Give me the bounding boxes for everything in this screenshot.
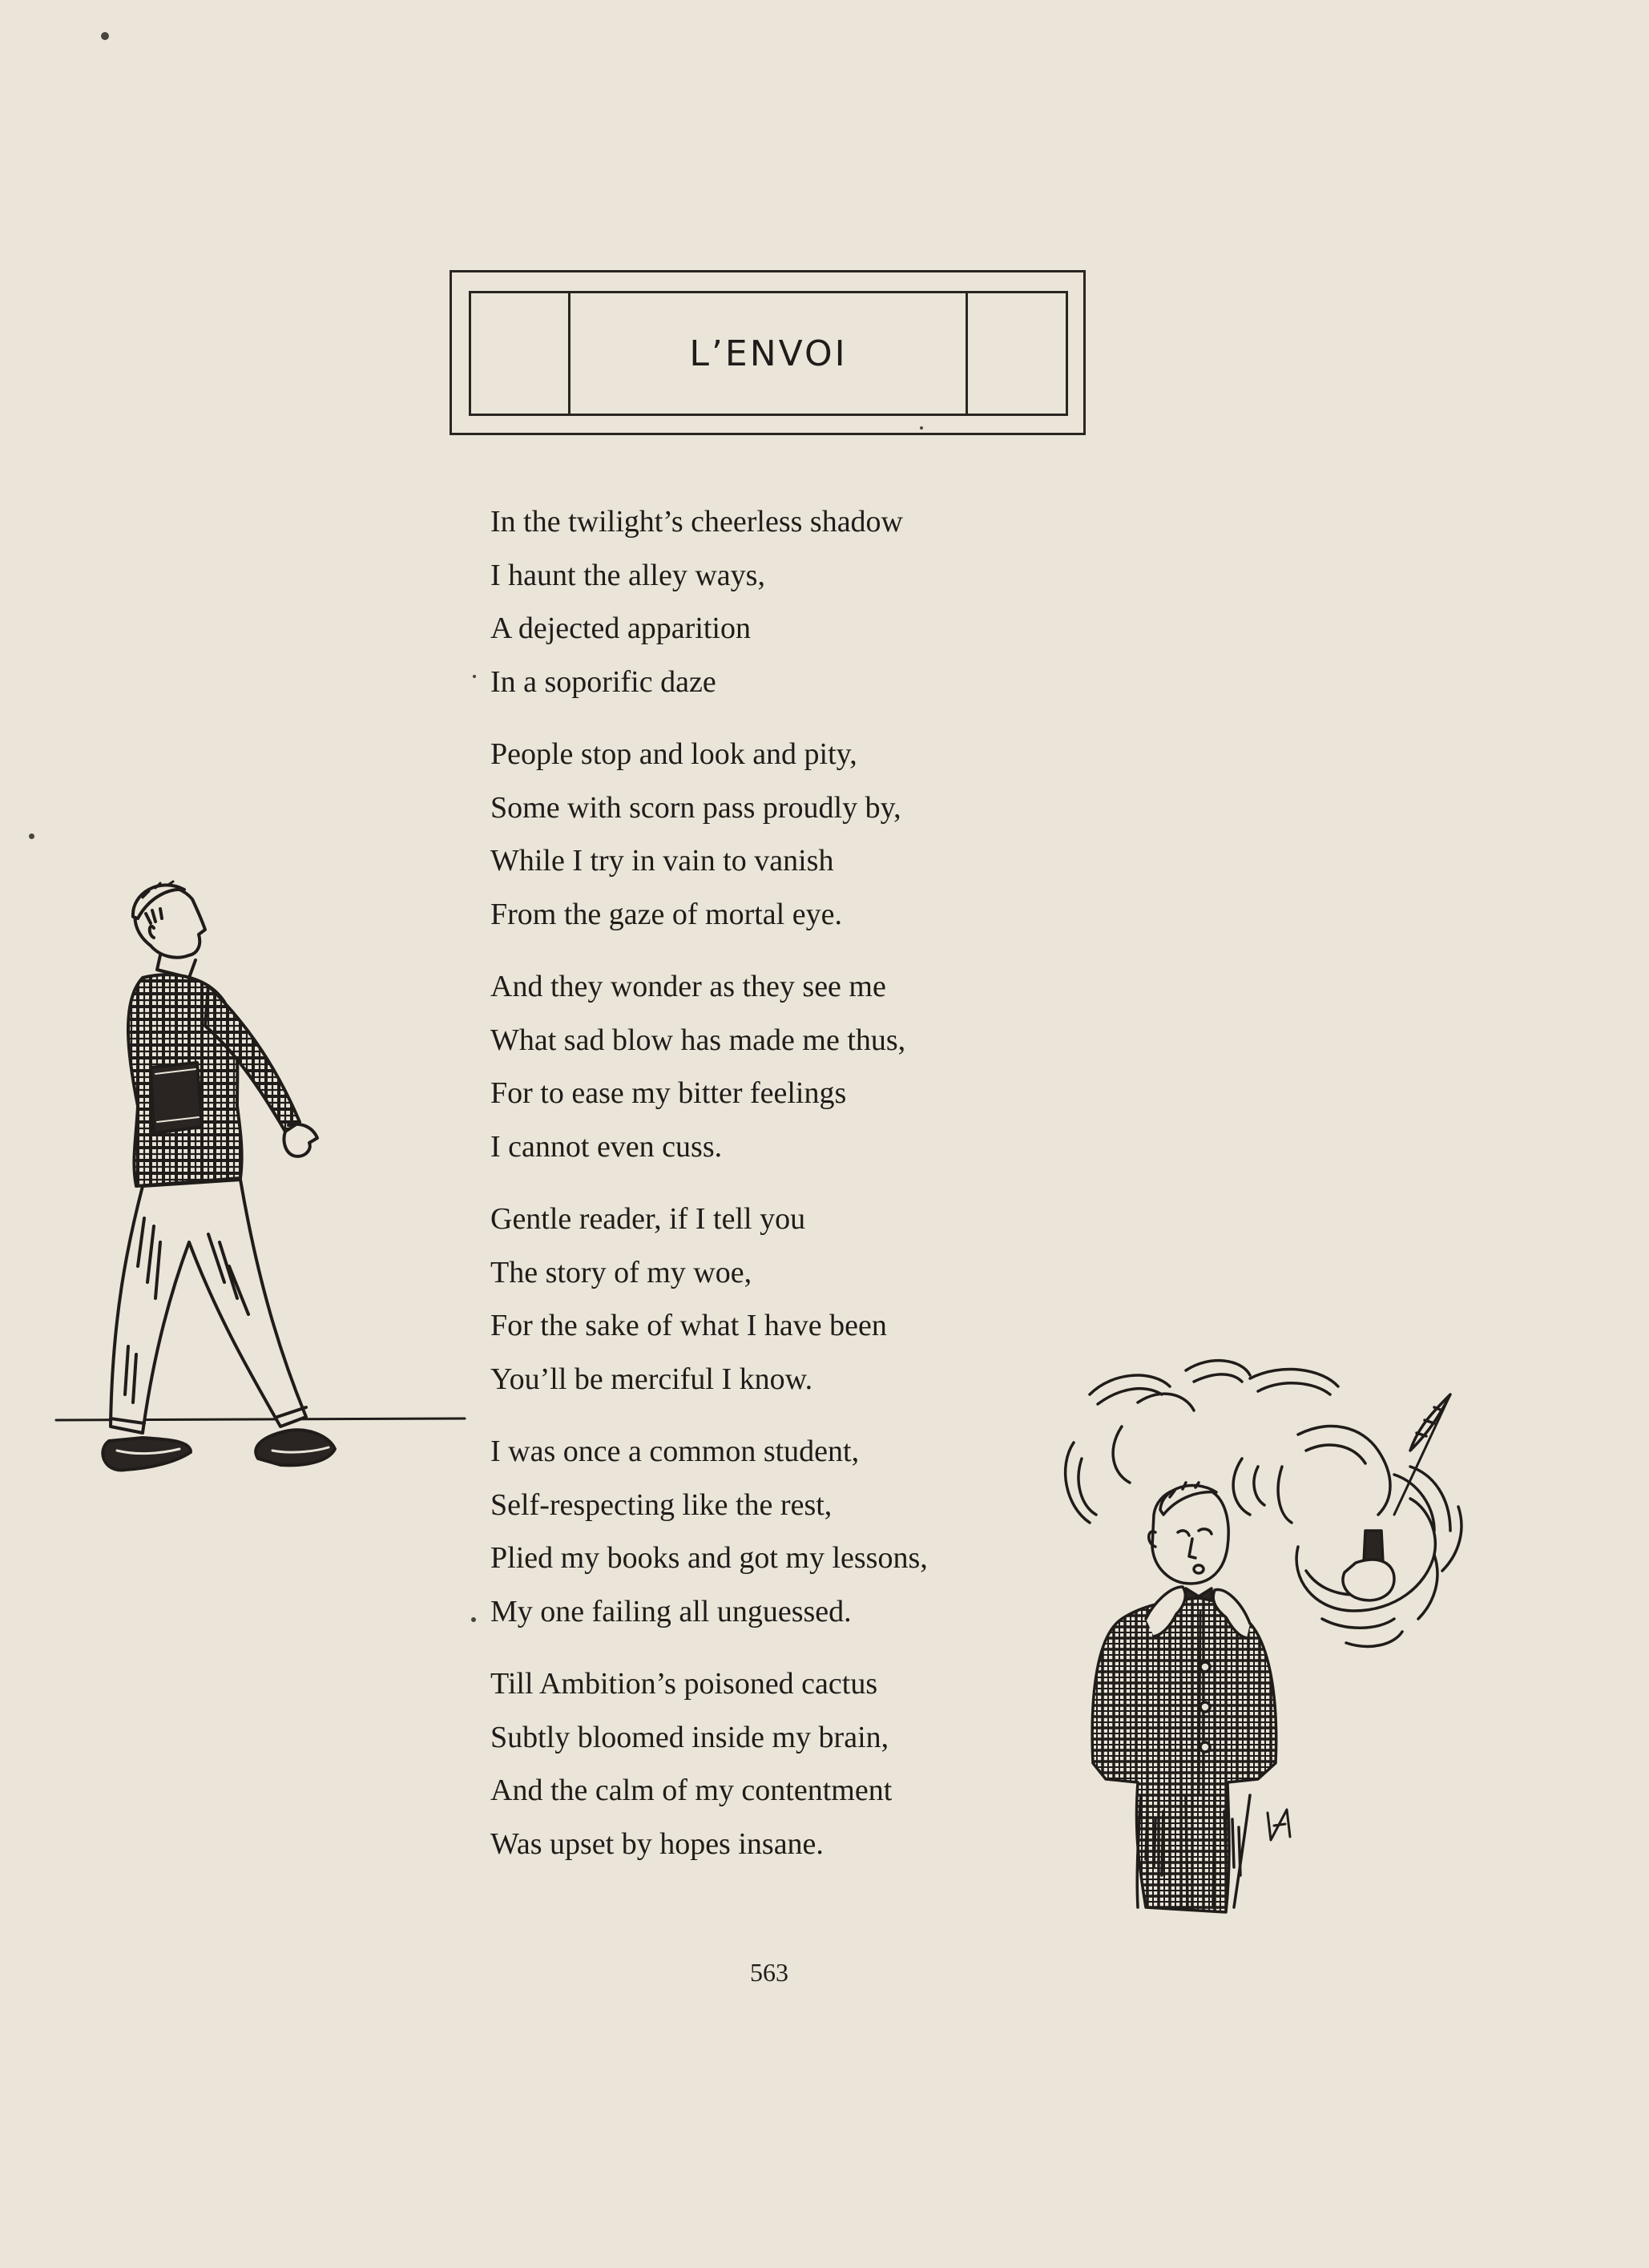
- poem-line: From the gaze of mortal eye.: [490, 897, 842, 931]
- poem-line: People stop and look and pity,: [490, 737, 857, 771]
- poem-line: In the twilight’s cheerless shadow: [490, 505, 904, 539]
- poem-line: What sad blow has made me thus,: [490, 1023, 906, 1057]
- poem-line: Was upset by hopes insane.: [490, 1826, 824, 1861]
- poem-line: And they wonder as they see me: [490, 970, 886, 1003]
- poem-line: Self-respecting like the rest,: [490, 1487, 833, 1522]
- print-speck: [29, 833, 34, 839]
- print-speck: [920, 426, 923, 430]
- poem-line: And the calm of my contentment: [490, 1774, 893, 1807]
- stanza: [490, 1657, 1051, 1870]
- poem-line: Till Ambition’s poisoned cactus: [490, 1667, 878, 1701]
- poem-line: The story of my woe,: [490, 1255, 752, 1289]
- stanza: [490, 728, 1051, 941]
- poem-line: For the sake of what I have been: [490, 1309, 887, 1342]
- walking-student-illustration: [48, 866, 481, 1523]
- page-title: L’ENVOI: [689, 333, 848, 374]
- poem-line: My one failing all unguessed.: [490, 1594, 852, 1628]
- stanza: [490, 1425, 1051, 1638]
- print-speck: [471, 1617, 476, 1622]
- print-speck: [101, 32, 109, 40]
- poem-line: I haunt the alley ways,: [490, 558, 765, 592]
- poem-line: Subtly bloomed inside my brain,: [490, 1720, 889, 1754]
- poem-line: I cannot even cuss.: [490, 1129, 723, 1164]
- poem-line: For to ease my bitter feelings: [490, 1076, 847, 1110]
- stanza: [490, 1193, 1051, 1406]
- poem-line: A dejected apparition: [490, 611, 751, 645]
- stanza: [490, 960, 1051, 1173]
- poem-line: You’ll be merciful I know.: [490, 1362, 813, 1396]
- print-speck: [473, 675, 476, 678]
- poem-line: Some with scorn pass proudly by,: [490, 790, 901, 825]
- poem-line: In a soporific daze: [490, 664, 716, 699]
- poem-line: Gentle reader, if I tell you: [490, 1202, 806, 1236]
- poem-line: Plied my books and got my lessons,: [490, 1541, 928, 1575]
- poem: [490, 495, 1051, 1890]
- poem-line: While I try in vain to vanish: [490, 844, 834, 878]
- poem-line: I was once a common student,: [490, 1435, 860, 1468]
- stanza: [490, 495, 1051, 708]
- page-number: 563: [750, 1958, 788, 1987]
- daydreaming-student-illustration: [1058, 1346, 1506, 1923]
